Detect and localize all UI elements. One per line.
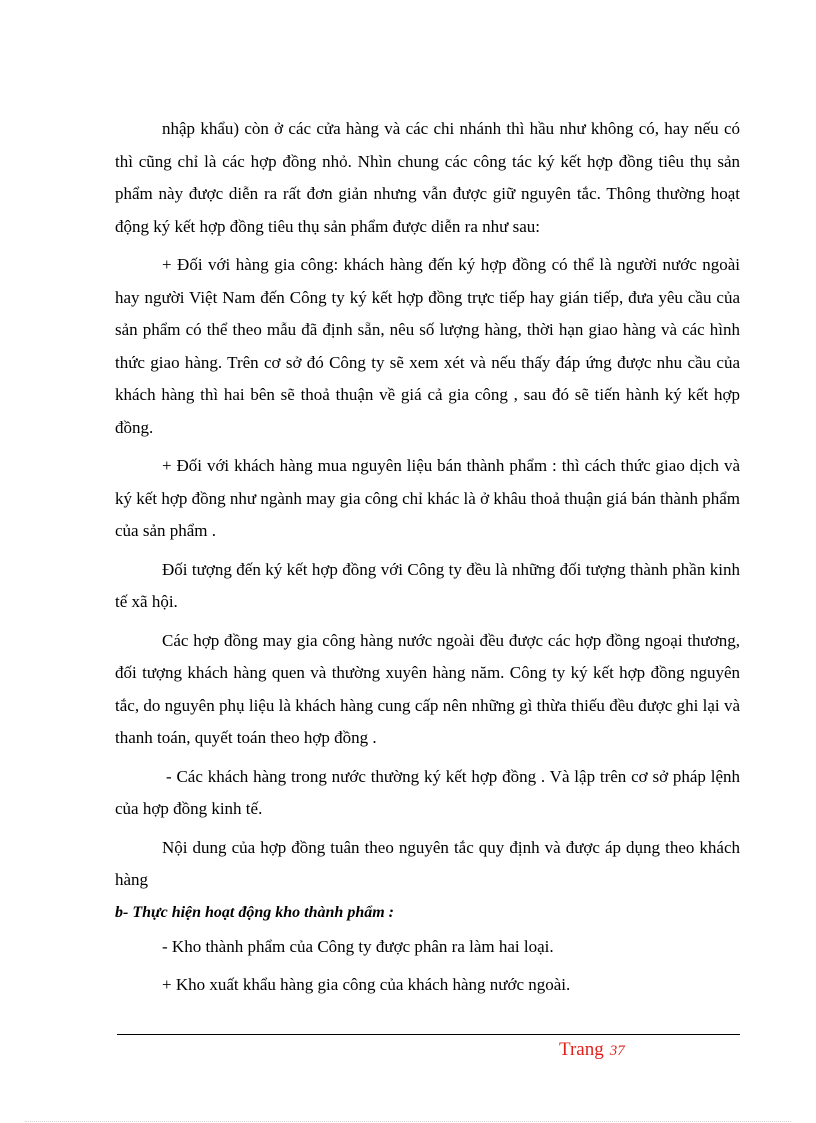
- section-heading: b- Thực hiện hoạt động kho thành phẩm :: [115, 903, 394, 921]
- page-number: 37: [609, 1043, 625, 1059]
- paragraph: Nội dung của hợp đồng tuân theo nguyên tắc quy định và được áp dụng theo khách hàng: [115, 837, 740, 889]
- paragraph: Đối tượng đến ký kết hợp đồng với Công ty đều là những đối tượng thành phần kinh tế xã hội.: [115, 559, 740, 611]
- paragraph: Các hợp đồng may gia công hàng nước ngoài đều được các hợp đồng ngoại thương, đối tượng khách hàng quen và thường xuyên hàng năm. Công ty ký kết hợp đồng nguyên tắc, do nguyên phụ liệu là khách hàng cung cấp nên những gì thừa thiếu đều được ghi lại và thanh toán, quyết toán theo hợp đồng .: [115, 630, 740, 747]
- paragraph: + Đối với khách hàng mua nguyên liệu bán thành phẩm : thì cách thức giao dịch và ký kết hợp đồng như ngành may gia công chỉ khác là ở khâu thoả thuận giá bán thành phẩm của sản phẩm .: [115, 456, 740, 540]
- page-bottom-border: [25, 1121, 791, 1122]
- paragraph: - Các khách hàng trong nước thường ký kết hợp đồng . Và lập trên cơ sở pháp lệnh của hợp đồng kinh tế.: [115, 766, 740, 818]
- paragraph: + Kho xuất khẩu hàng gia công của khách hàng nước ngoài.: [162, 975, 571, 994]
- page-label: Trang: [559, 1039, 604, 1060]
- paragraph: + Đối với hàng gia công: khách hàng đến ký hợp đồng có thể là người nước ngoài hay người Việt Nam đến Công ty ký kết hợp đồng trực tiếp hay gián tiếp, đưa yêu cầu của sản phẩm có thể theo mẫu đã định sẵn, nêu số lượng hàng, thời hạn giao hàng và các hình thức giao hàng. Trên cơ sở đó Công ty sẽ xem xét và nếu thấy đáp ứng được nhu cầu của khách hàng thì hai bên sẽ thoả thuận về giá cả gia công , sau đó sẽ tiến hành ký kết hợp đồng.: [115, 255, 740, 437]
- footer-divider: [117, 1034, 740, 1035]
- body-text: [115, 113, 740, 1008]
- page-footer: [559, 1039, 625, 1061]
- paragraph: nhập khẩu) còn ở các cửa hàng và các chi nhánh thì hầu như không có, hay nếu có thì cũng chỉ là các hợp đồng nhỏ. Nhìn chung các công tác ký kết hợp đồng tiêu thụ sản phẩm này được diễn ra rất đơn giản nhưng vẫn được giữ nguyên tắc. Thông thường hoạt động ký kết hợp đồng tiêu thụ sản phẩm được diễn ra như sau:: [115, 119, 740, 236]
- paragraph: - Kho thành phẩm của Công ty được phân ra làm hai loại.: [162, 936, 554, 956]
